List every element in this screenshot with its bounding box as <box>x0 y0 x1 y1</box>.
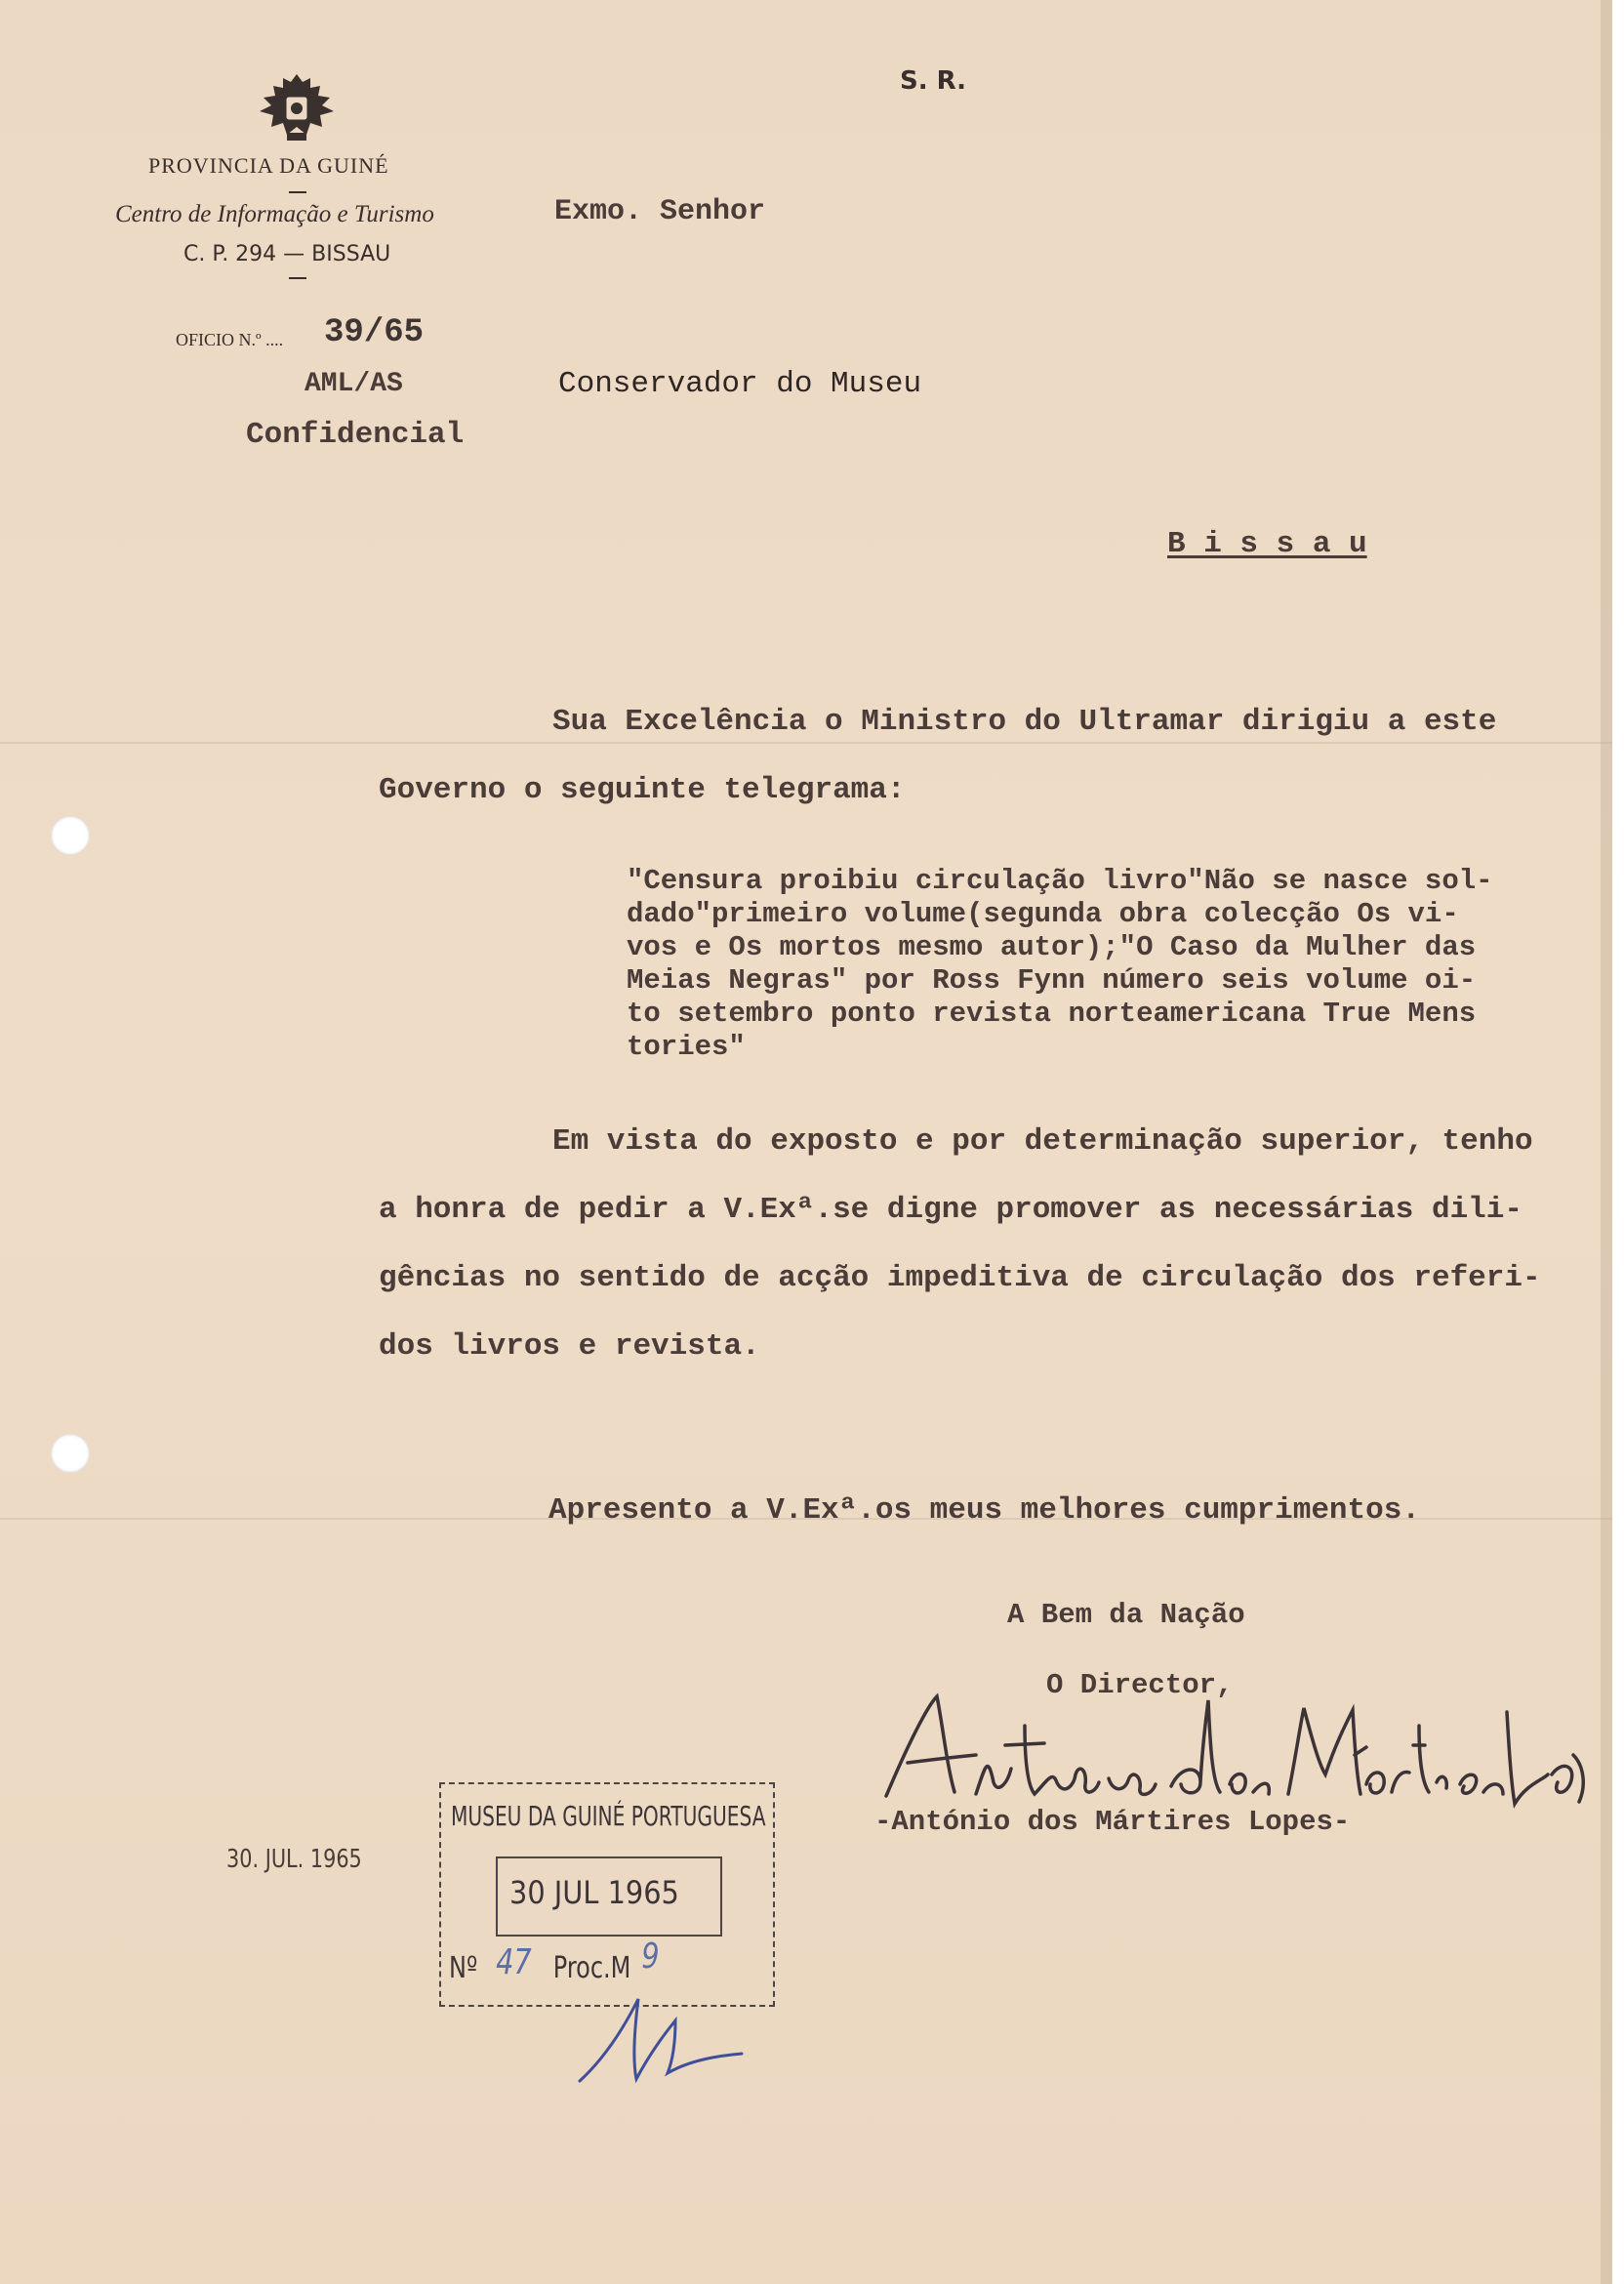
telegram-quote <box>627 865 1493 1064</box>
salutation: Exmo. Senhor <box>554 195 766 228</box>
addressee-title: Conservador do Museu <box>558 367 922 401</box>
stamp-date: 30 JUL 1965 <box>509 1874 679 1911</box>
header-mark: S. R. <box>900 66 967 96</box>
motto: A Bem da Nação <box>1007 1599 1245 1631</box>
stamp-proc-label: Proc.M <box>552 1951 631 1985</box>
telegram-line: tories" <box>627 1031 746 1063</box>
request-line-3: gências no sentido de acção impeditiva de circulação dos referi- <box>379 1261 1541 1295</box>
oficio-number: 39/65 <box>324 314 425 351</box>
closing-line: Apresento a V.Exª.os meus melhores cumprimentos. <box>548 1493 1420 1528</box>
intro-line-2: Governo o seguinte telegrama: <box>379 773 906 807</box>
reference-initials: AML/AS <box>304 369 403 399</box>
stamp-date-box <box>496 1856 722 1937</box>
request-line-2: a honra de pedir a V.Exª.se digne promover as necessárias dili- <box>379 1193 1522 1227</box>
letterhead-province: PROVINCIA DA GUINÉ <box>148 153 389 178</box>
intro-line-1: Sua Excelência o Ministro do Ultramar dirigiu a este <box>552 705 1497 739</box>
oficio-label: OFICIO N.º .... <box>176 330 284 349</box>
divider <box>289 277 306 279</box>
fold-line <box>0 742 1612 744</box>
initials-signature <box>574 1991 750 2089</box>
museum-stamp <box>439 1782 775 2007</box>
director-role: O Director, <box>1046 1669 1234 1701</box>
director-name: -António dos Mártires Lopes- <box>874 1806 1351 1838</box>
request-line-4: dos livros e revista. <box>379 1329 760 1364</box>
classification: Confidencial <box>246 418 465 452</box>
handwritten-signature <box>878 1687 1601 1814</box>
telegram-line: dado"primeiro volume(segunda obra colecção Os vi- <box>627 898 1459 930</box>
stamp-no-label: Nº <box>449 1951 478 1985</box>
punch-hole <box>51 1434 90 1473</box>
letterhead-address: C. P. 294 — BISSAU <box>183 242 391 266</box>
paper-edge <box>1601 0 1612 2284</box>
stamp-no-value: 47 <box>496 1942 532 1982</box>
addressee-city: B i s s a u <box>1167 527 1367 561</box>
request-line-1: Em vista do exposto e por determinação superior, tenho <box>552 1124 1533 1159</box>
stamp-number-row <box>449 1937 660 1986</box>
side-date-stamp: 30. JUL. 1965 <box>226 1845 362 1874</box>
telegram-line: vos e Os mortos mesmo autor);"O Caso da Mulher das <box>627 931 1477 963</box>
stamp-proc-value: 9 <box>641 1937 660 1977</box>
letterhead-centre: Centro de Informação e Turismo <box>115 201 434 227</box>
divider <box>289 191 306 193</box>
telegram-line: Meias Negras" por Ross Fynn número seis volume oi- <box>627 964 1477 997</box>
telegram-line: to setembro ponto revista norteamericana True Mens <box>627 998 1477 1030</box>
stamp-title: MUSEU DA GUINÉ PORTUGUESA <box>451 1800 766 1832</box>
punch-hole <box>51 816 90 855</box>
coat-of-arms-icon <box>252 70 342 144</box>
telegram-line: "Censura proibiu circulação livro"Não se nasce sol- <box>627 865 1493 897</box>
